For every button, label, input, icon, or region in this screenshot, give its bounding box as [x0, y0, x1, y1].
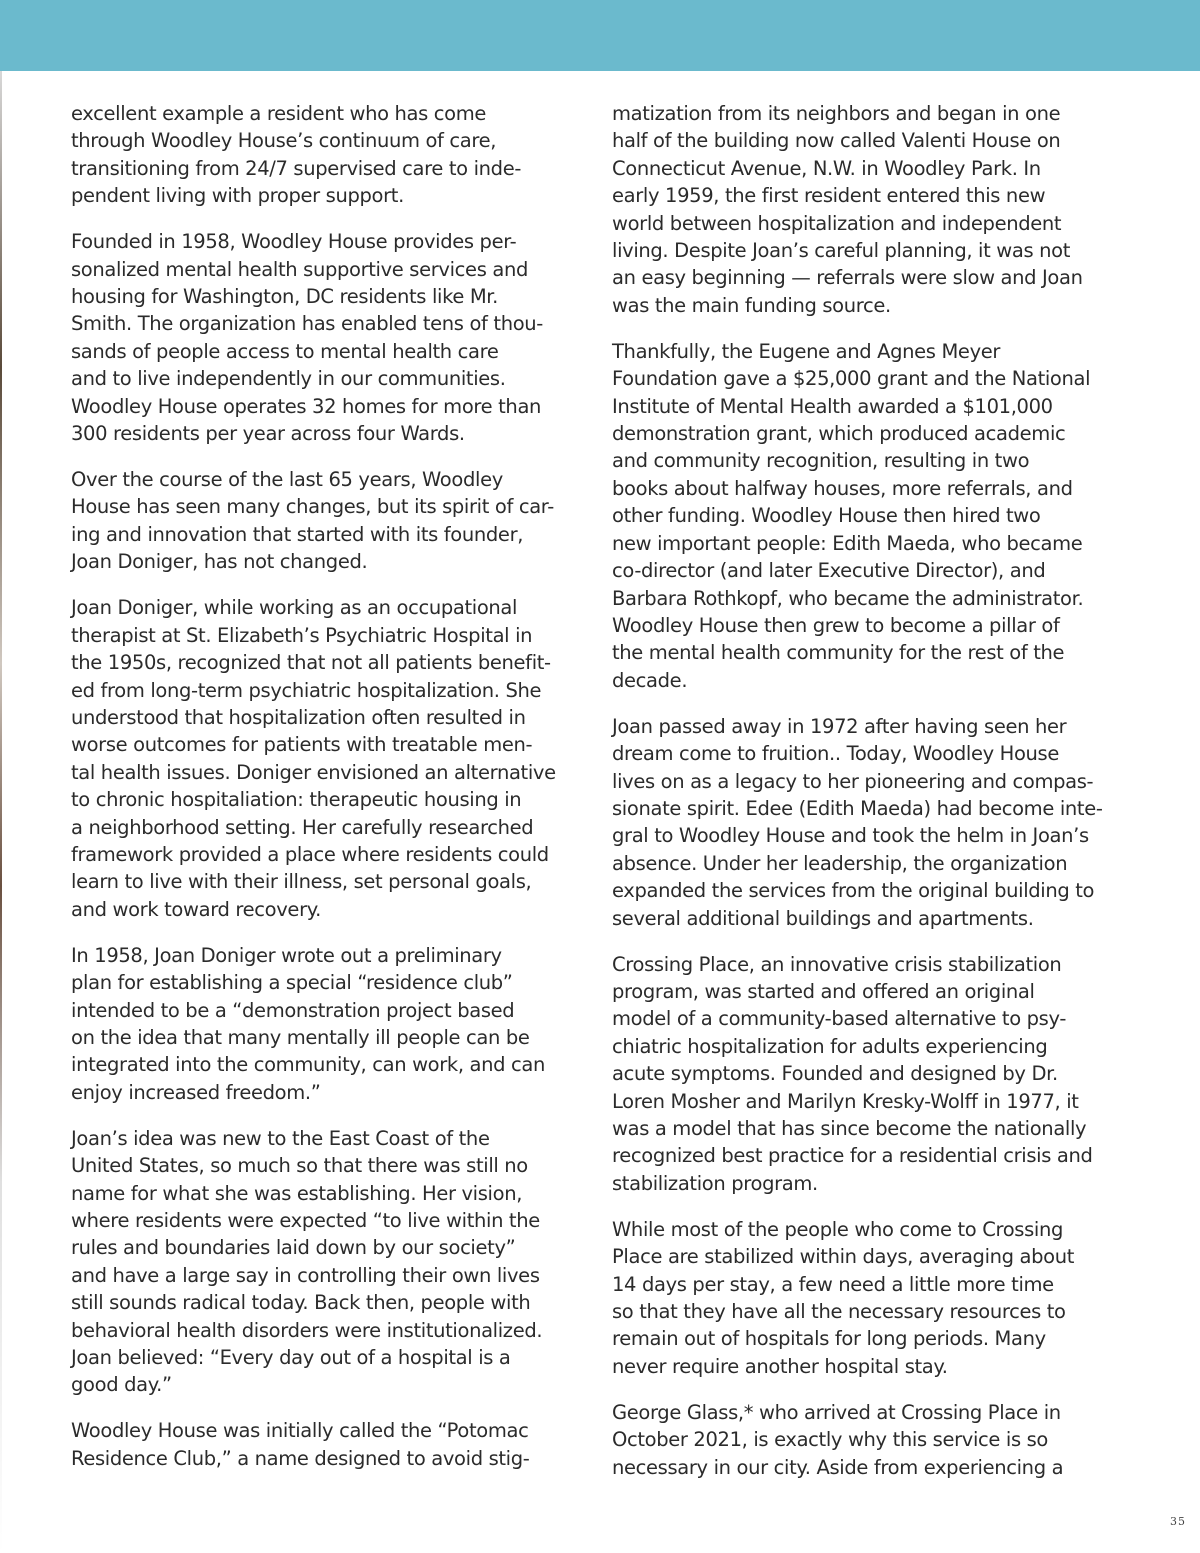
paragraph: Founded in 1958, Woodley House provides per- sonalized mental health supportive services and housing for Washington, DC residents like Mr. Smith. The organization has enabled tens of thou- sands of people access to mental health care and to live independently in our communities. Woodley House operates 32 homes for more than 300 residents per year across four Wards.: [71, 230, 543, 446]
paragraph: Thankfully, the Eugene and Agnes Meyer Foundation gave a $25,000 grant and the National Institute of Mental Health awarded a $101,000 demonstration grant, which produced academic and community recognition, resulting in two books about halfway houses, more referrals, and other funding. Woodley House then hired two new important people: Edith Maeda, who became co-director (and later Executive Director), and Barbara Rothkopf, who became the administrator. Woodley House then grew to become a pillar of the mental health community for the rest of the decade.: [612, 339, 1091, 692]
paragraph: Joan passed away in 1972 after having seen her dream come to fruition.. Today, Woodley House lives on as a legacy to her pioneering and compas- sionate spirit. Edee (Edith Maeda) had become inte- gral to Woodley House and took the helm in Joan’s absence. Under her leadership, the organization expanded the services from the original building to several additional buildings and apartments.: [612, 714, 1103, 930]
header-band: [0, 0, 1200, 71]
paragraph: excellent example a resident who has come through Woodley House’s continuum of care, transitioning from 24/7 supervised care to inde- pendent living with proper support.: [71, 102, 522, 208]
paragraph: In 1958, Joan Doniger wrote out a preliminary plan for establishing a special “residence club” intended to be a “demonstration project based on the idea that many mentally ill people can be integrated into the community, can work, and can enjoy increased freedom.”: [71, 943, 546, 1104]
paragraph: Over the course of the last 65 years, Woodley House has seen many changes, but its spirit of car- ing and innovation that started with its founder, Joan Doniger, has not changed.: [71, 468, 554, 574]
paragraph: While most of the people who come to Crossing Place are stabilized within days, averaging about 14 days per stay, a few need a little more time so that they have all the necessary resources to remain out of hospitals for long periods. Many never require another hospital stay.: [612, 1217, 1075, 1378]
right-column: [612, 100, 1132, 1500]
paragraph: Joan Doniger, while working as an occupational therapist at St. Elizabeth’s Psychiatric Hospital in the 1950s, recognized that not all patients benefit- ed from long-term psychiatric hospitalization. She understood that hospitalization often resulted in worse outcomes for patients with treatable men- tal health issues. Doniger envisioned an alternative to chronic hospitaliation: therapeutic housing in a neighborhood setting. Her carefully researched framework provided a place where residents could learn to live with their illness, set personal goals, and work toward recovery.: [71, 596, 556, 921]
paragraph: matization from its neighbors and began in one half of the building now called Valenti House on Connecticut Avenue, N.W. in Woodley Park. In early 1959, the first resident entered this new world between hospitalization and independent living. Despite Joan’s careful planning, it was not an easy beginning — referrals were slow and Joan was the main funding source.: [612, 102, 1083, 317]
left-column: [71, 100, 591, 1491]
paragraph: George Glass,* who arrived at Crossing Place in October 2021, is exactly why this service is so necessary in our city. Aside from experiencing a: [612, 1400, 1064, 1479]
page-number: 35: [1170, 1515, 1186, 1528]
paragraph: Woodley House was initially called the “Potomac Residence Club,” a name designed to avoid stig-: [71, 1419, 530, 1470]
paragraph: Joan’s idea was new to the East Coast of the United States, so much so that there was still no name for what she was establishing. Her vision, where residents were expected “to live within the rules and boundaries laid down by our society” and have a large say in controlling their own lives still sounds radical today. Back then, people with behavioral health disorders were institutionalized. Joan believed: “Every day out of a hospital is a good day.”: [71, 1126, 543, 1397]
paragraph: Crossing Place, an innovative crisis stabilization program, was started and offered an original model of a community-based alternative to psy- chiatric hospitalization for adults experiencing acute symptoms. Founded and designed by Dr. Loren Mosher and Marilyn Kresky-Wolff in 1977, it was a model that has since become the nationally recognized best practice for a residential crisis and stabilization program.: [612, 952, 1093, 1195]
page-edge-shadow: [0, 71, 2, 1553]
